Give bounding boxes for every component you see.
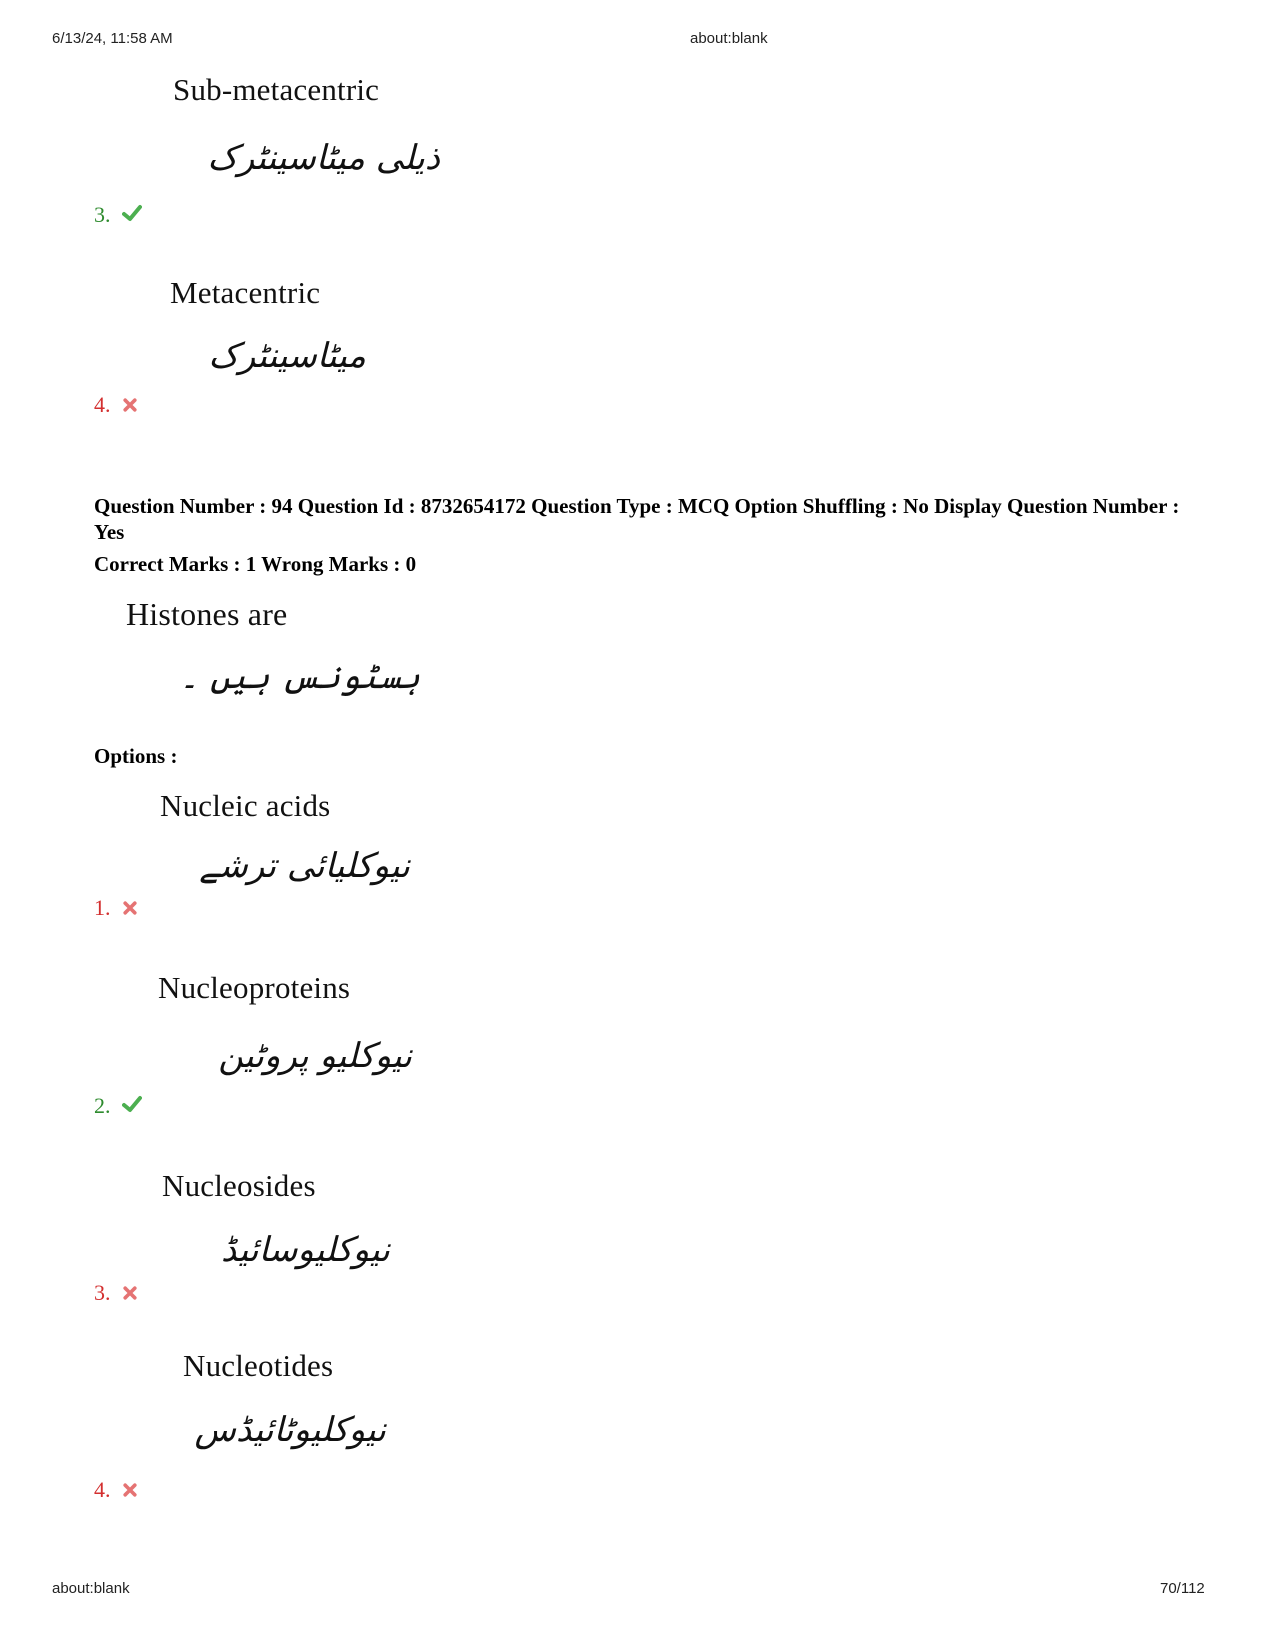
question-meta: Question Number : 94 Question Id : 8732654172 Question Type : MCQ Option Shuffling : No Display Question Number : Yes (94, 494, 1180, 544)
option-1-english: Nucleic acids (160, 788, 331, 823)
prev-option-4 (94, 394, 138, 416)
option-3 (94, 1282, 138, 1304)
question-urdu: ہسٹونس ہیں ۔ (179, 657, 420, 697)
print-page-title: about:blank (690, 30, 768, 47)
question-marks: Correct Marks : 1 Wrong Marks : 0 (94, 552, 417, 576)
option-number: 1. (94, 895, 111, 920)
prev-option-3-urdu: ذیلی میٹاسینٹرک (207, 138, 440, 178)
option-2 (94, 1094, 142, 1117)
cross-icon (122, 1482, 138, 1498)
option-number: 4. (94, 1477, 111, 1502)
question-english: Histones are (126, 596, 288, 632)
cross-icon (122, 397, 138, 413)
option-1-urdu: نیوکلیائی ترشے (199, 846, 410, 886)
option-2-english: Nucleoproteins (158, 970, 351, 1005)
option-3-english: Nucleosides (162, 1168, 316, 1203)
cross-icon (122, 1285, 138, 1301)
option-number: 3. (94, 202, 111, 227)
cross-icon (122, 900, 138, 916)
prev-option-4-urdu: میٹاسینٹرک (208, 336, 366, 376)
option-number: 3. (94, 1280, 111, 1305)
check-icon (122, 203, 142, 223)
prev-option-3-english: Sub-metacentric (173, 72, 380, 107)
print-page-number: 70/112 (1160, 1580, 1205, 1597)
option-3-urdu: نیوکلیوسائیڈ (221, 1230, 390, 1270)
option-number: 2. (94, 1093, 111, 1118)
option-2-urdu: نیوکلیو پروٹین (218, 1036, 412, 1076)
option-number: 4. (94, 392, 111, 417)
option-4-urdu: نیوکلیوٹائیڈس (194, 1410, 386, 1450)
check-icon (122, 1094, 142, 1114)
option-1 (94, 897, 138, 919)
option-4-english: Nucleotides (183, 1348, 334, 1383)
prev-option-3 (94, 203, 142, 226)
option-4 (94, 1479, 138, 1501)
options-label: Options : (94, 744, 178, 768)
prev-option-4-english: Metacentric (170, 275, 321, 310)
print-datetime: 6/13/24, 11:58 AM (52, 30, 173, 47)
print-footer-url: about:blank (52, 1580, 130, 1597)
